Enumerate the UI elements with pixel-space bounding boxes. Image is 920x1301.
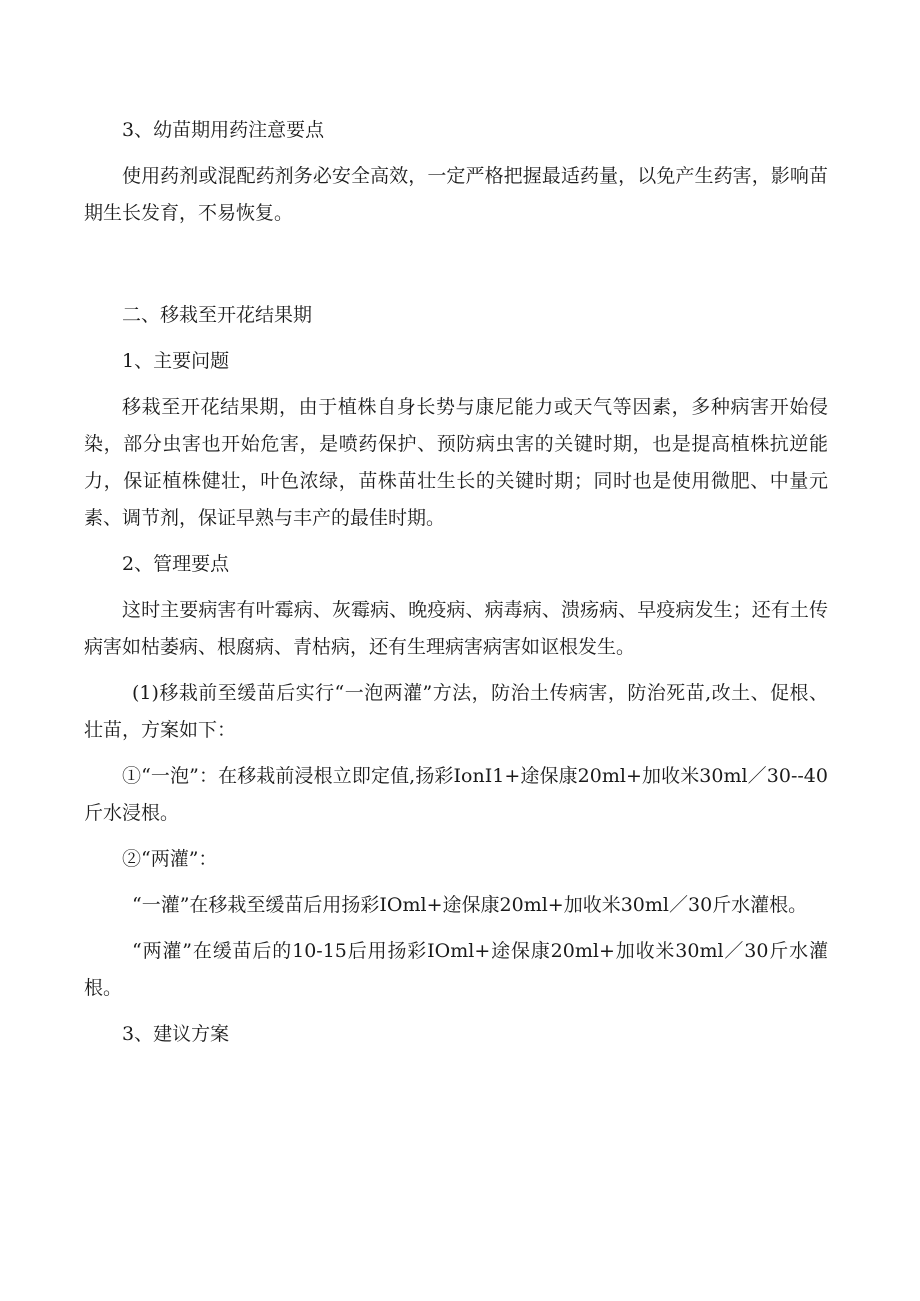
paragraph-one-soak: ①“一泡”：在移栽前浸根立即定值,扬彩IonI1+途保康20ml+加收米30ml／30--40斤水浸根。 — [84, 765, 828, 824]
section-gap — [84, 241, 828, 297]
subheading-management-points: 2、管理要点 — [122, 553, 230, 575]
paragraph-one-soak-two-irrigations: (1)移栽前至缓苗后实行“一泡两灌”方法，防治土传病害，防治死苗,改土、促根、壮苗，方案如下： — [84, 682, 828, 741]
paragraph-diseases: 这时主要病害有叶霉病、灰霉病、晚疫病、病毒病、溃疡病、早疫病发生；还有土传病害如枯萎病、根腐病、青枯病，还有生理病害病害如讴根发生。 — [84, 599, 828, 658]
paragraph-two-irrigations-label: ②“两灌”： — [122, 848, 218, 870]
subheading-seedling-pesticide-points: 3、幼苗期用药注意要点 — [122, 119, 325, 141]
paragraph-first-irrigation: “一灌”在移栽至缓苗后用扬彩IOml+途保康20ml+加收米30ml／30斤水灌根。 — [132, 894, 808, 916]
subheading-main-problems: 1、主要问题 — [122, 350, 230, 372]
paragraph-seedling-pesticide: 使用药剂或混配药剂务必安全高效，一定严格把握最适药量，以免产生药害，影响苗期生长发育，不易恢复。 — [84, 165, 828, 224]
paragraph-main-problems: 移栽至开花结果期，由于植株自身长势与康尼能力或天气等因素，多种病害开始侵染，部分虫害也开始危害，是喷药保护、预防病虫害的关键时期，也是提高植株抗逆能力，保证植株健壮，叶色浓绿，苗株苗壮生长的关键时期；同时也是使用微肥、中量元素、调节剂，保证早熟与丰产的最佳时期。 — [84, 396, 828, 529]
section-heading-transplant-to-fruiting: 二、移栽至开花结果期 — [122, 304, 313, 326]
subheading-recommended-plan: 3、建议方案 — [122, 1023, 230, 1045]
paragraph-second-irrigation: “两灌”在缓苗后的10-15后用扬彩IOml+途保康20ml+加收米30ml／30斤水灌根。 — [84, 940, 828, 999]
document-body — [84, 112, 828, 1062]
